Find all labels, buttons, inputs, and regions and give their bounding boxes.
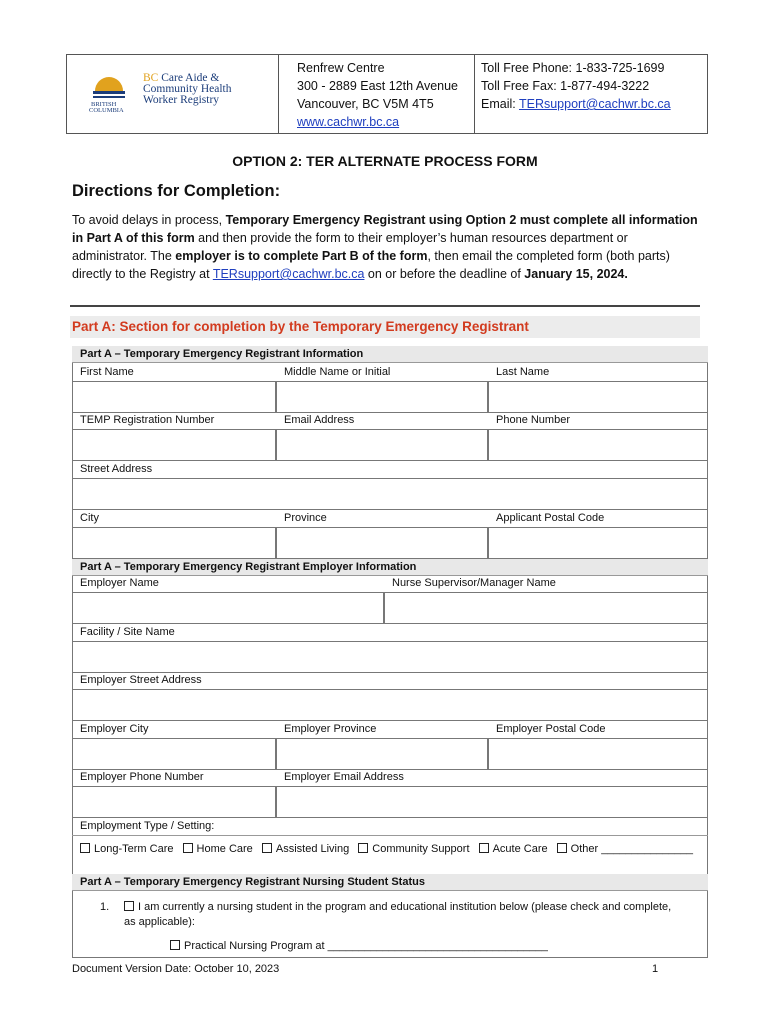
employer-province-label: Employer Province xyxy=(284,723,377,735)
registry-logo xyxy=(89,69,231,113)
employer-postal-label: Employer Postal Code xyxy=(496,723,606,735)
directions-heading: Directions for Completion: xyxy=(72,182,281,200)
student-status-heading: Part A – Temporary Emergency Registrant Nursing Student Status xyxy=(72,874,708,891)
employer-phone-label: Employer Phone Number xyxy=(80,771,204,783)
first-name-field[interactable] xyxy=(72,381,276,413)
contact-cell xyxy=(475,55,707,133)
middle-name-label: Middle Name or Initial xyxy=(284,366,391,378)
employer-info-heading: Part A – Temporary Emergency Registrant Employer Information xyxy=(72,559,708,576)
option-home-care[interactable]: Home Care xyxy=(183,843,253,855)
middle-name-field[interactable] xyxy=(276,381,488,413)
section-divider xyxy=(70,305,700,307)
first-name-label: First Name xyxy=(80,366,134,378)
employment-type-divider xyxy=(72,835,708,836)
part-a-heading: Part A: Section for completion by the Temporary Emergency Registrant xyxy=(70,316,700,338)
registry-name: BC Care Aide & Community Health Worker Registry xyxy=(143,72,232,106)
street-address-label: Street Address xyxy=(80,463,153,475)
practical-nursing-option[interactable]: Practical Nursing Program at ____________________________________ xyxy=(170,940,548,952)
checkbox-icon xyxy=(358,843,368,853)
header-table xyxy=(66,54,708,134)
footer-page-number: 1 xyxy=(652,963,659,975)
directions-email-link[interactable]: TERsupport@cachwr.bc.ca xyxy=(212,267,365,281)
employer-city-field[interactable] xyxy=(72,738,276,770)
postal-code-field[interactable] xyxy=(488,527,708,559)
phone-line: Toll Free Phone: 1-833-725-1699 xyxy=(481,61,665,75)
city-field[interactable] xyxy=(72,527,276,559)
option-assisted-living[interactable]: Assisted Living xyxy=(262,843,349,855)
registrant-info-heading: Part A – Temporary Emergency Registrant Information xyxy=(72,346,708,363)
city-label: City xyxy=(80,512,99,524)
address-line2: 300 - 2889 East 12th Avenue xyxy=(297,79,459,93)
checkbox-icon[interactable] xyxy=(124,901,134,911)
directions-text: To avoid delays in process, Temporary Emergency Registrant using Option 2 must complete all information in Part A of this form and then provide the form to their employer’s human resources department or administrator. The employer is to complete Part B of the form, then email the completed form (both parts) directly to the Registry at TERsupport@cachwr.bc.ca on or before the deadline of January 15, 2024. xyxy=(72,213,698,281)
employer-name-label: Employer Name xyxy=(80,577,159,589)
option-other[interactable]: Other _______________ xyxy=(557,843,693,855)
email-field[interactable] xyxy=(276,429,488,461)
last-name-label: Last Name xyxy=(496,366,550,378)
employer-postal-field[interactable] xyxy=(488,738,708,770)
employment-type-label: Employment Type / Setting: xyxy=(80,820,215,832)
employer-name-field[interactable] xyxy=(72,592,384,624)
employer-province-field[interactable] xyxy=(276,738,488,770)
option-acute-care[interactable]: Acute Care xyxy=(479,843,548,855)
employer-street-label: Employer Street Address xyxy=(80,674,202,686)
postal-code-label: Applicant Postal Code xyxy=(496,512,605,524)
email-link[interactable]: TERsupport@cachwr.bc.ca xyxy=(518,97,671,111)
province-label: Province xyxy=(284,512,327,524)
checkbox-icon xyxy=(80,843,90,853)
student-status-item-1: 1. I am currently a nursing student in the program and educational institution below (please check and complete, as applicable): xyxy=(100,901,672,928)
employer-street-field[interactable] xyxy=(72,689,708,721)
employer-city-label: Employer City xyxy=(80,723,149,735)
temp-reg-number-field[interactable] xyxy=(72,429,276,461)
employer-email-label: Employer Email Address xyxy=(284,771,404,783)
employer-email-field[interactable] xyxy=(276,786,708,818)
employment-type-options xyxy=(80,843,699,855)
address-line3: Vancouver, BC V5M 4T5 xyxy=(297,97,434,111)
option-community-support[interactable]: Community Support xyxy=(358,843,469,855)
bc-sun-icon xyxy=(89,69,141,113)
employer-phone-field[interactable] xyxy=(72,786,276,818)
phone-field[interactable] xyxy=(488,429,708,461)
logo-cell xyxy=(67,55,279,133)
address-line1: Renfrew Centre xyxy=(297,61,385,75)
checkbox-icon xyxy=(170,940,180,950)
checkbox-icon xyxy=(262,843,272,853)
temp-reg-number-label: TEMP Registration Number xyxy=(80,414,215,426)
phone-label: Phone Number xyxy=(496,414,570,426)
email-label: Email Address xyxy=(284,414,355,426)
last-name-field[interactable] xyxy=(488,381,708,413)
email-line: Email: TERsupport@cachwr.bc.ca xyxy=(481,97,671,111)
fax-line: Toll Free Fax: 1-877-494-3222 xyxy=(481,79,650,93)
supervisor-field[interactable] xyxy=(384,592,708,624)
svg-text:COLUMBIA: COLUMBIA xyxy=(89,107,124,113)
address-cell xyxy=(279,55,475,133)
checkbox-icon xyxy=(557,843,567,853)
province-field[interactable] xyxy=(276,527,488,559)
svg-text:BRITISH: BRITISH xyxy=(91,101,117,108)
website-link[interactable]: www.cachwr.bc.ca xyxy=(297,115,400,129)
checkbox-icon xyxy=(479,843,489,853)
facility-field[interactable] xyxy=(72,641,708,673)
footer-version-date: Document Version Date: October 10, 2023 xyxy=(72,963,280,975)
facility-label: Facility / Site Name xyxy=(80,626,175,638)
supervisor-label: Nurse Supervisor/Manager Name xyxy=(392,577,556,589)
checkbox-icon xyxy=(183,843,193,853)
street-address-field[interactable] xyxy=(72,478,708,510)
form-title: OPTION 2: TER ALTERNATE PROCESS FORM xyxy=(232,153,538,169)
option-long-term-care[interactable]: Long-Term Care xyxy=(80,843,173,855)
